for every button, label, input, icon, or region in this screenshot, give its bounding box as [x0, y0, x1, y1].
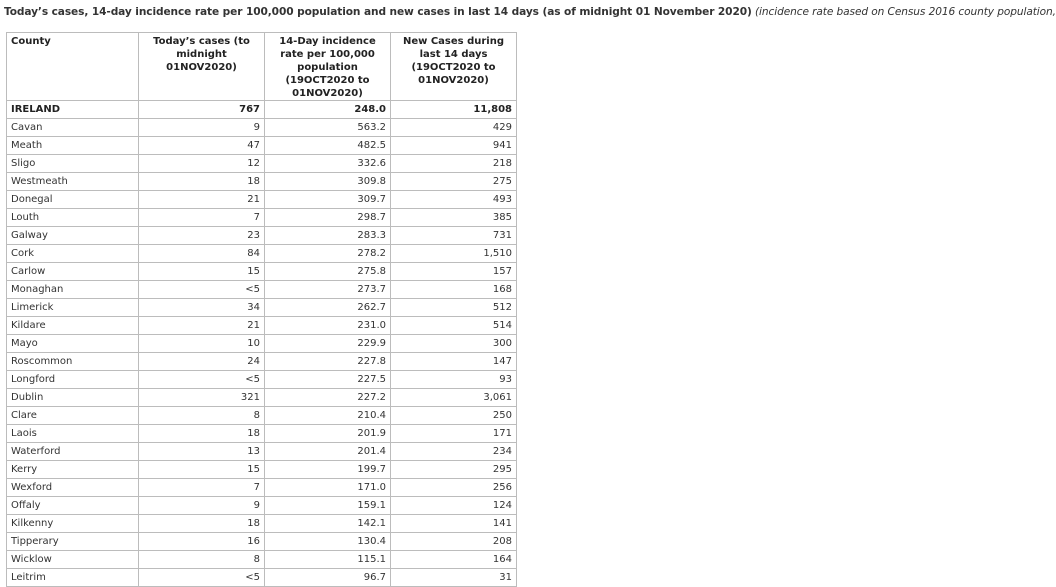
- cell-county: Westmeath: [7, 173, 139, 191]
- cell-county: Clare: [7, 407, 139, 425]
- cell-todays-cases: 24: [139, 353, 265, 371]
- cell-county: Galway: [7, 227, 139, 245]
- cell-incidence-rate: 298.7: [265, 209, 391, 227]
- cell-new-cases: 493: [391, 191, 517, 209]
- table-row: [7, 407, 517, 425]
- caption-title: Today’s cases, 14-day incidence rate per 100,000 population and new cases in last 14 days (as of midnight 01 November 2020): [4, 6, 752, 18]
- table-row: [7, 335, 517, 353]
- cell-todays-cases: 18: [139, 425, 265, 443]
- cell-incidence-rate: 199.7: [265, 461, 391, 479]
- cell-todays-cases: 84: [139, 245, 265, 263]
- header-new-cases: New Cases during last 14 days (19OCT2020 to 01NOV2020): [391, 33, 517, 101]
- cell-incidence-rate: 159.1: [265, 497, 391, 515]
- table-row-total: [7, 101, 517, 119]
- cell-incidence-rate: 309.8: [265, 173, 391, 191]
- cell-incidence-rate: 229.9: [265, 335, 391, 353]
- cell-todays-cases: 47: [139, 137, 265, 155]
- cell-new-cases: 256: [391, 479, 517, 497]
- table-row: [7, 461, 517, 479]
- table-row: [7, 137, 517, 155]
- cell-todays-cases: 21: [139, 317, 265, 335]
- cell-county: Laois: [7, 425, 139, 443]
- cell-new-cases: 157: [391, 263, 517, 281]
- cell-todays-cases: 18: [139, 173, 265, 191]
- cell-county: Cork: [7, 245, 139, 263]
- cell-county: Leitrim: [7, 569, 139, 587]
- table-row: [7, 299, 517, 317]
- cell-todays-cases: 16: [139, 533, 265, 551]
- cell-county: Kildare: [7, 317, 139, 335]
- table-row: [7, 317, 517, 335]
- cell-new-cases: 514: [391, 317, 517, 335]
- cell-incidence-rate: 171.0: [265, 479, 391, 497]
- cell-incidence-rate: 283.3: [265, 227, 391, 245]
- cell-todays-cases: 23: [139, 227, 265, 245]
- cell-todays-cases: 7: [139, 209, 265, 227]
- cell-todays-cases: <5: [139, 569, 265, 587]
- cell-county: Meath: [7, 137, 139, 155]
- cell-county: Tipperary: [7, 533, 139, 551]
- cell-county: Mayo: [7, 335, 139, 353]
- cell-new-cases: 429: [391, 119, 517, 137]
- cell-incidence-rate: 201.4: [265, 443, 391, 461]
- table-row: [7, 425, 517, 443]
- cell-new-cases: 93: [391, 371, 517, 389]
- cell-todays-cases: <5: [139, 281, 265, 299]
- cell-county: Wicklow: [7, 551, 139, 569]
- cell-county: Kilkenny: [7, 515, 139, 533]
- cell-county: Waterford: [7, 443, 139, 461]
- cell-county: Louth: [7, 209, 139, 227]
- cell-new-cases: 168: [391, 281, 517, 299]
- cell-todays-cases: 34: [139, 299, 265, 317]
- cell-new-cases: 250: [391, 407, 517, 425]
- cell-incidence-rate: 275.8: [265, 263, 391, 281]
- table-row: [7, 497, 517, 515]
- table-row: [7, 551, 517, 569]
- cell-county: Limerick: [7, 299, 139, 317]
- cell-new-cases: 512: [391, 299, 517, 317]
- cell-todays-cases: 12: [139, 155, 265, 173]
- cell-county: Sligo: [7, 155, 139, 173]
- cell-county: Longford: [7, 371, 139, 389]
- cell-new-cases: 31: [391, 569, 517, 587]
- cell-incidence-rate: 332.6: [265, 155, 391, 173]
- table-header-row: [7, 33, 517, 101]
- cell-new-cases: 208: [391, 533, 517, 551]
- cell-incidence-rate: 273.7: [265, 281, 391, 299]
- table-row: [7, 281, 517, 299]
- table-row: [7, 209, 517, 227]
- cell-todays-cases: 8: [139, 407, 265, 425]
- cell-todays-cases: 9: [139, 497, 265, 515]
- cell-county: IRELAND: [7, 101, 139, 119]
- table-row: [7, 263, 517, 281]
- cell-todays-cases: <5: [139, 371, 265, 389]
- cell-incidence-rate: 482.5: [265, 137, 391, 155]
- header-todays-cases: Today’s cases (to midnight 01NOV2020): [139, 33, 265, 101]
- cell-todays-cases: 15: [139, 461, 265, 479]
- table-row: [7, 227, 517, 245]
- cell-new-cases: 941: [391, 137, 517, 155]
- cell-county: Dublin: [7, 389, 139, 407]
- cell-todays-cases: 13: [139, 443, 265, 461]
- cell-incidence-rate: 130.4: [265, 533, 391, 551]
- cell-county: Roscommon: [7, 353, 139, 371]
- cell-new-cases: 385: [391, 209, 517, 227]
- table-row: [7, 155, 517, 173]
- table-row: [7, 191, 517, 209]
- cell-new-cases: 3,061: [391, 389, 517, 407]
- table-row: [7, 119, 517, 137]
- table-row: [7, 371, 517, 389]
- table-row: [7, 173, 517, 191]
- header-county: County: [7, 33, 139, 101]
- cell-county: Monaghan: [7, 281, 139, 299]
- cell-new-cases: 171: [391, 425, 517, 443]
- cell-incidence-rate: 278.2: [265, 245, 391, 263]
- table-row: [7, 353, 517, 371]
- cell-incidence-rate: 96.7: [265, 569, 391, 587]
- cell-incidence-rate: 563.2: [265, 119, 391, 137]
- cell-new-cases: 124: [391, 497, 517, 515]
- incidence-table: [6, 32, 517, 587]
- caption-note: (incidence rate based on Census 2016 county population,: [755, 6, 1056, 18]
- cell-county: Offaly: [7, 497, 139, 515]
- cell-new-cases: 731: [391, 227, 517, 245]
- cell-todays-cases: 21: [139, 191, 265, 209]
- cell-todays-cases: 321: [139, 389, 265, 407]
- cell-county: Kerry: [7, 461, 139, 479]
- table-row: [7, 569, 517, 587]
- table-caption: [4, 6, 1056, 18]
- table-body: [7, 101, 517, 587]
- cell-new-cases: 218: [391, 155, 517, 173]
- cell-new-cases: 300: [391, 335, 517, 353]
- cell-todays-cases: 9: [139, 119, 265, 137]
- cell-new-cases: 234: [391, 443, 517, 461]
- cell-county: Donegal: [7, 191, 139, 209]
- cell-incidence-rate: 142.1: [265, 515, 391, 533]
- cell-incidence-rate: 115.1: [265, 551, 391, 569]
- cell-todays-cases: 15: [139, 263, 265, 281]
- cell-todays-cases: 7: [139, 479, 265, 497]
- cell-incidence-rate: 231.0: [265, 317, 391, 335]
- cell-incidence-rate: 227.8: [265, 353, 391, 371]
- cell-incidence-rate: 248.0: [265, 101, 391, 119]
- cell-new-cases: 1,510: [391, 245, 517, 263]
- cell-new-cases: 141: [391, 515, 517, 533]
- cell-county: Wexford: [7, 479, 139, 497]
- cell-new-cases: 164: [391, 551, 517, 569]
- cell-new-cases: 11,808: [391, 101, 517, 119]
- table-row: [7, 515, 517, 533]
- cell-todays-cases: 18: [139, 515, 265, 533]
- cell-todays-cases: 767: [139, 101, 265, 119]
- cell-county: Cavan: [7, 119, 139, 137]
- cell-new-cases: 295: [391, 461, 517, 479]
- cell-incidence-rate: 262.7: [265, 299, 391, 317]
- header-incidence-rate: 14-Day incidence rate per 100,000 population (19OCT2020 to 01NOV2020): [265, 33, 391, 101]
- cell-incidence-rate: 210.4: [265, 407, 391, 425]
- cell-incidence-rate: 309.7: [265, 191, 391, 209]
- table-row: [7, 245, 517, 263]
- table-row: [7, 389, 517, 407]
- table-row: [7, 443, 517, 461]
- table-row: [7, 533, 517, 551]
- cell-incidence-rate: 227.2: [265, 389, 391, 407]
- cell-todays-cases: 8: [139, 551, 265, 569]
- cell-incidence-rate: 201.9: [265, 425, 391, 443]
- cell-incidence-rate: 227.5: [265, 371, 391, 389]
- table-row: [7, 479, 517, 497]
- cell-new-cases: 275: [391, 173, 517, 191]
- cell-new-cases: 147: [391, 353, 517, 371]
- cell-county: Carlow: [7, 263, 139, 281]
- cell-todays-cases: 10: [139, 335, 265, 353]
